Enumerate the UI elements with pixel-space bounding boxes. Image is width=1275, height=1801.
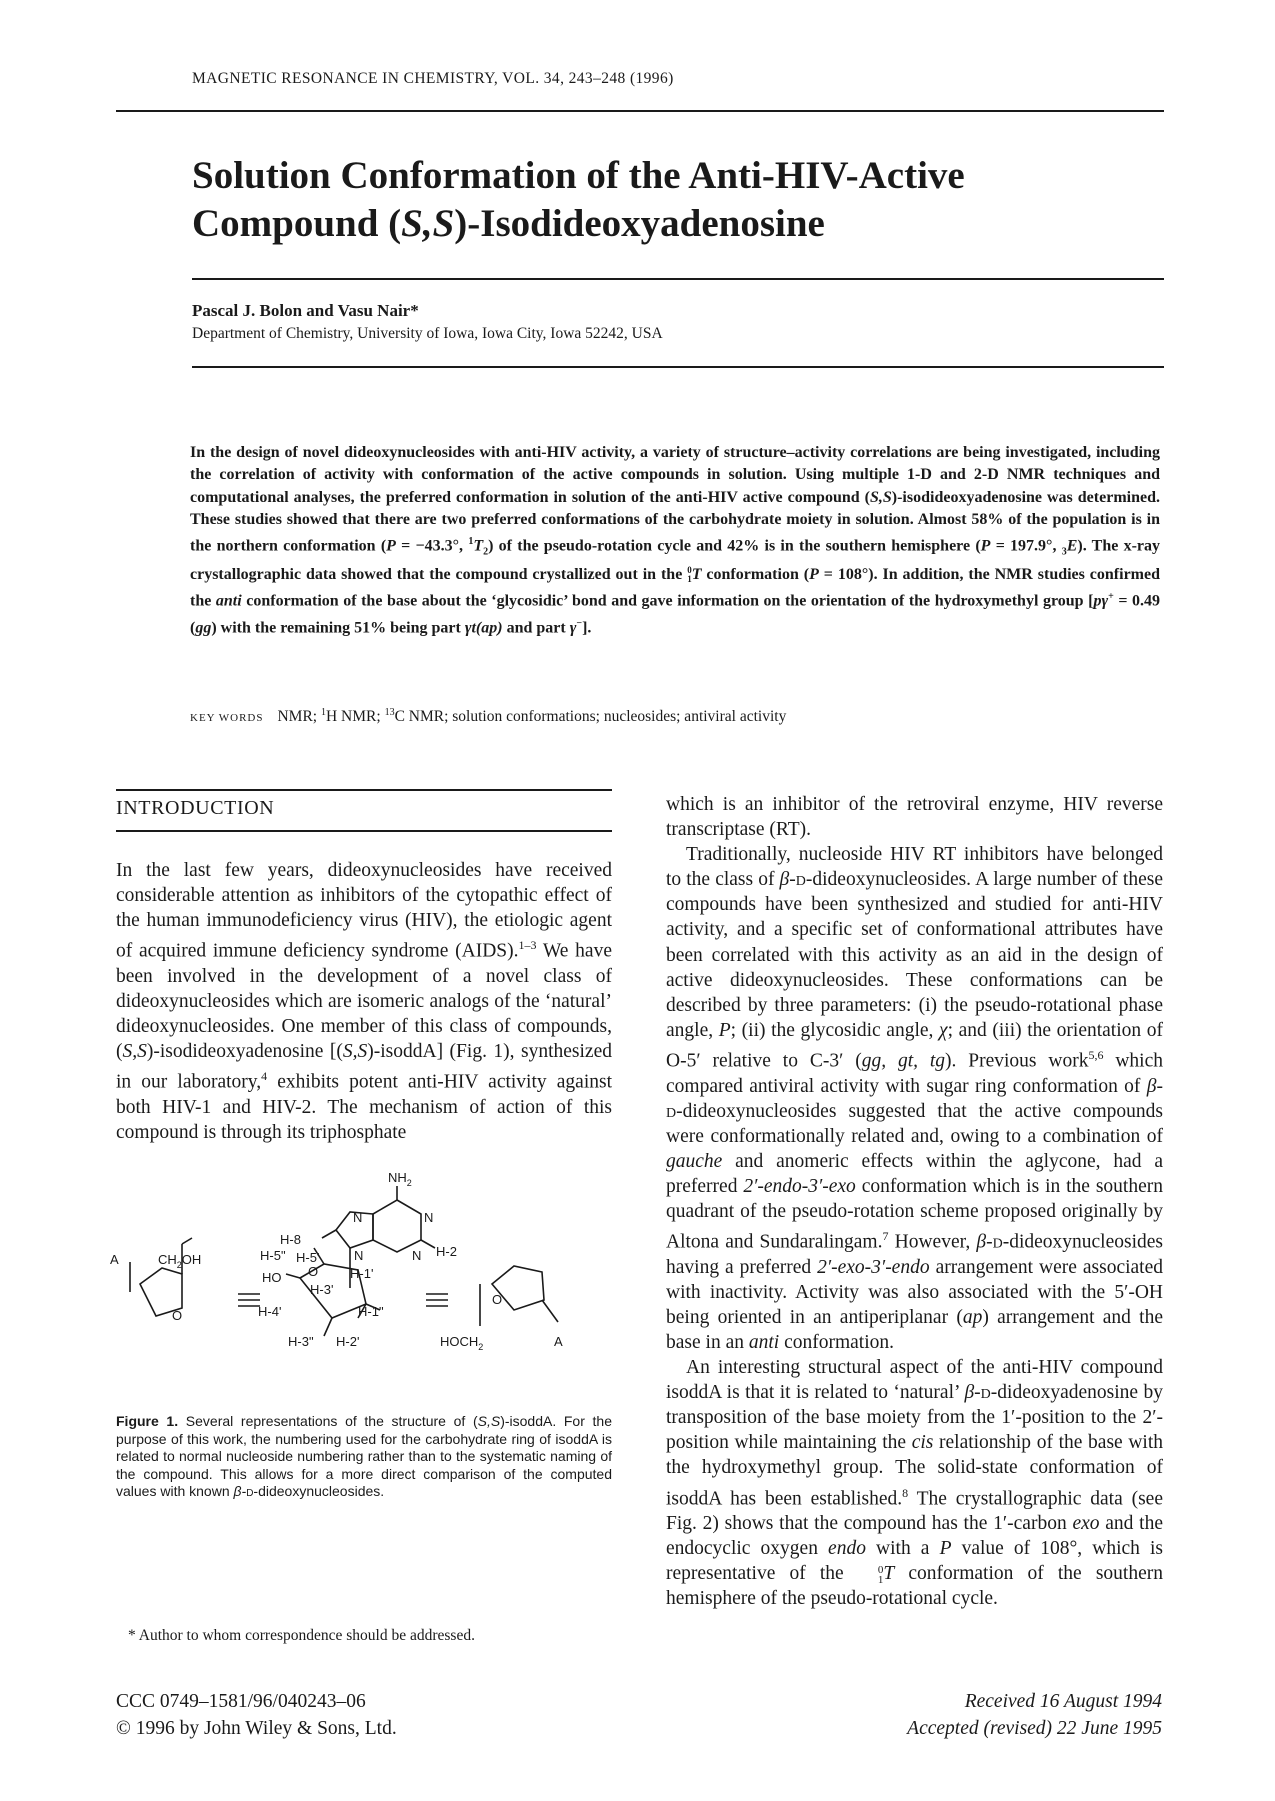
figure-1-structure (110, 1168, 620, 1404)
label-h3p: H-3' (310, 1282, 334, 1297)
intro-paragraph-1: In the last few years, dideoxynucleosides have received considerable attention as inhibitors of the cytopathic effect of the human immunodeficiency virus (HIV), the etiologic agent of acquired immune deficiency syndrome (AIDS).$^{1-3}$ We have been involved in the development of a novel class of dideoxynucleosides which are isomeric analogs of the ‘natural’ dideoxynucleosides. One member of this class of compounds, (S,S)-isodideoxyadenosine [(S,S)-isoddA] (Fig. 1), synthesized in our laboratory,$^4$ exhibits potent anti-HIV activity against both HIV-1 and HIV-2. The mechanism of action of this compound is through its triphosphate (116, 860, 613, 1143)
section-rule-top (116, 789, 612, 791)
received-dates (840, 1688, 1162, 1742)
title-line1: Solution Conformation of the Anti-HIV-Active (192, 154, 965, 197)
publication-info (116, 1688, 397, 1742)
label-n7: N (353, 1210, 363, 1225)
label-n3: N (412, 1248, 422, 1263)
label-a-left: A (110, 1252, 119, 1267)
label-h1pp: H-1" (358, 1304, 384, 1319)
intro-column-2 (666, 792, 1163, 1612)
keywords-label: KEY WORDS (190, 712, 264, 725)
label-h5p: H-5' (296, 1250, 320, 1265)
label-h4p: H-4' (258, 1304, 282, 1319)
section-rule-bottom (116, 830, 612, 832)
isodda-structure-drawing (110, 1168, 620, 1404)
title-line2-post: )-Isodideoxyadenosine (454, 202, 825, 245)
label-o-middle: O (308, 1264, 319, 1279)
label-ho: HO (262, 1270, 282, 1285)
keywords: KEY WORDS NMR; $^1$H NMR; $^{13}$C NMR; solution conformations; nucleosides; antiviral activity (190, 707, 787, 726)
intro-paragraph-4: An interesting structural aspect of the anti-HIV compound isoddA is that it is related to ‘natural’ β-d-dideoxyadenosine by transposition of the base moiety from the 1′-position to the 2′-position while maintaining the cis relationship of the base with the hydroxymethyl group. The solid-state conformation of isoddA has been established.$^8$ The crystallographic data (see Fig. 2) shows that the compound has the 1′-carbon exo and the endocyclic oxygen endo with a P value of 108°, which is representative of the 0 1 T conformation of the southern hemisphere of the pseudo-rotational cycle. (666, 1357, 1164, 1610)
abstract-text: In the design of novel dideoxynucleosides with anti-HIV activity, a variety of structure–activity correlations are being investigated, including the correlation of activity with conformation of the active compounds in solution. Using multiple 1-D and 2-D NMR techniques and computational analyses, the preferred conformation in solution of the anti-HIV active compound (S,S)-isodideoxyadenosine was determined. These studies showed that there are two preferred conformations of the carbohydrate moiety in solution. Almost 58% of the population is in the northern conformation (P = −43.3°, $^1T_2$) of the pseudo-rotation cycle and 42% is in the southern hemisphere (P = 197.9°, $_3$E). The x-ray crystallographic data showed that the compound crystallized out in the 0 1 T conformation (P = 108°). In addition, the NMR studies confirmed the anti conformation of the base about the ‘glycosidic’ bond and gave information on the orientation of the hydroxymethyl group [pγ+ = 0.49 (gg) with the remaining 51% being part γt(ap) and part γ−]. (190, 444, 1161, 637)
label-h3pp: H-3" (288, 1334, 314, 1349)
intro-column-1 (116, 858, 612, 1145)
ccc-code: CCC 0749–1581/96/040243–06 (116, 1691, 366, 1712)
copyright: © 1996 by John Wiley & Sons, Ltd. (116, 1718, 397, 1739)
header-rule (116, 110, 1164, 112)
intro-paragraph-2: which is an inhibitor of the retroviral enzyme, HIV reverse transcriptase (RT). (666, 794, 1163, 841)
label-ch2oh: $CH_2OH$ (158, 1252, 202, 1270)
affiliation: Department of Chemistry, University of Iowa, Iowa City, Iowa 52242, USA (192, 325, 663, 342)
label-h2: H-2 (436, 1244, 457, 1259)
article-title (192, 152, 1092, 248)
label-h2p: H-2' (336, 1334, 360, 1349)
label-o-right: O (492, 1292, 503, 1307)
label-nh2: $NH_2$ (388, 1170, 412, 1188)
authors: Pascal J. Bolon and Vasu Nair* (192, 301, 419, 320)
label-n9: N (354, 1248, 364, 1263)
label-h5pp: H-5" (260, 1248, 286, 1263)
title-line2-italic: S,S (401, 202, 455, 245)
label-h1p: H-1' (350, 1266, 374, 1281)
accepted-date: Accepted (revised) 22 June 1995 (907, 1718, 1162, 1739)
label-n1: N (424, 1210, 434, 1225)
title-line2-pre: Compound ( (192, 202, 402, 245)
footnote: * Author to whom correspondence should be addressed. (128, 1627, 475, 1644)
title-rule (192, 278, 1164, 280)
intro-paragraph-3: Traditionally, nucleoside HIV RT inhibitors have belonged to the class of β-d-dideoxynucleosides. A large number of these compounds have been synthesized and studied for anti-HIV activity, and a specific set of conformational attributes have been correlated with this activity as an aid in the design of active dideoxynucleosides. These conformations can be described by three parameters: (i) the pseudo-rotational phase angle, P; (ii) the glycosidic angle, χ; and (iii) the orientation of O-5′ relative to C-3′ (gg, gt, tg). Previous work$^{5,6}$ which compared antiviral activity with sugar ring conformation of β-d-dideoxynucleosides suggested that the active compounds were conformationally related and, owing to a combination of gauche and anomeric effects within the aglycone, had a preferred 2′-endo-3′-exo conformation which is in the southern quadrant of the pseudo-rotation scheme proposed originally by Altona and Sundaralingam.$^7$ However, β-d-dideoxynucleosides having a preferred 2′-exo-3′-endo arrangement were associated with inactivity. Activity was also associated with the 5′-OH being oriented in an antiperiplanar (ap) arrangement and the base in an anti conformation. (666, 844, 1163, 1353)
received-date: Received 16 August 1994 (964, 1691, 1162, 1712)
section-heading: INTRODUCTION (116, 797, 275, 819)
label-h8: H-8 (280, 1232, 301, 1247)
figure-1-caption: Figure 1. Several representations of the structure of (S,S)-isoddA. For the purpose of this work, the numbering used for the carbohydrate ring of isoddA is related to normal nucleoside numbering rather than to the systematic naming of the compound. This allows for a more direct comparison of the computed values with known β-d-dideoxynucleosides. (116, 1413, 612, 1500)
label-a-right: A (554, 1334, 563, 1349)
running-head: MAGNETIC RESONANCE IN CHEMISTRY, VOL. 34, 243–248 (1996) (192, 70, 674, 87)
abstract (190, 442, 1160, 640)
label-o-left: O (172, 1308, 183, 1323)
label-hoch2: $HOCH_2$ (440, 1334, 484, 1352)
affiliation-rule (192, 366, 1164, 368)
